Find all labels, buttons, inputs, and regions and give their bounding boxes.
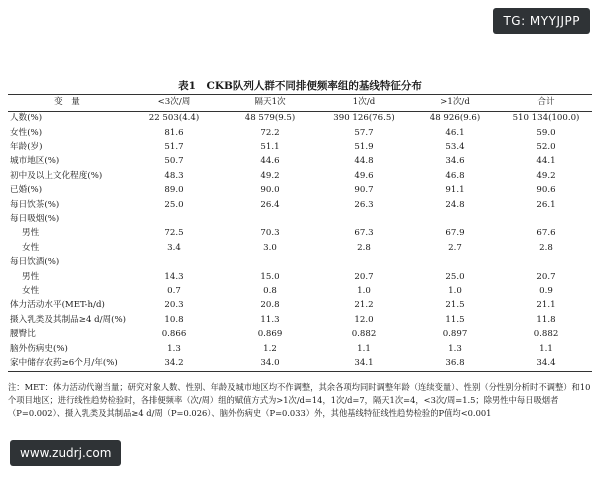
row-label: 女性(%) [10, 127, 43, 138]
table-cell [500, 256, 592, 270]
table-cell: 90.6 [536, 185, 556, 196]
table-cell: 46.1 [445, 127, 465, 138]
table-cell: 0.866 [161, 329, 187, 340]
row-label: 体力活动水平(MET-h/d) [10, 300, 105, 311]
table-cell: 20.8 [260, 300, 280, 311]
header-every-other-day: 隔天1次 [222, 95, 318, 112]
table-cell: 51.9 [354, 142, 374, 153]
header-total: 合计 [500, 95, 592, 112]
header-lt3-per-week: <3次/周 [126, 95, 222, 112]
table-cell: 20.3 [164, 300, 184, 311]
table-cell: 49.6 [354, 170, 374, 181]
table-cell: 26.4 [260, 199, 280, 210]
table-row [8, 141, 592, 155]
table-cell: 67.3 [354, 228, 374, 239]
table-header-row [8, 95, 592, 112]
table-cell [318, 213, 410, 227]
table-cell: 20.7 [536, 271, 556, 282]
table-cell: 90.7 [354, 185, 374, 196]
table-cell: 1.0 [448, 285, 462, 296]
table-cell: 0.882 [351, 329, 377, 340]
table-cell: 44.8 [354, 156, 374, 167]
table-cell: 26.1 [536, 199, 556, 210]
table-cell: 25.0 [164, 199, 184, 210]
table-cell: 11.8 [536, 314, 556, 325]
header-variable: 变 量 [8, 95, 126, 112]
table-row [8, 342, 592, 356]
table-cell: 0.897 [442, 329, 468, 340]
table-row [8, 170, 592, 184]
table-cell: 26.3 [354, 199, 374, 210]
table-cell: 72.5 [164, 228, 184, 239]
table-cell: 48 926(9.6) [429, 113, 481, 124]
row-label: 人数(%) [10, 113, 43, 124]
table-cell [222, 256, 318, 270]
table-cell [410, 256, 500, 270]
table-body [8, 112, 592, 372]
table-cell: 49.2 [536, 170, 556, 181]
header-gt1-daily: >1次/d [410, 95, 500, 112]
table-row [8, 357, 592, 372]
table-cell: 21.2 [354, 300, 374, 311]
table-row [8, 285, 592, 299]
table-cell: 34.6 [445, 156, 465, 167]
table-cell [318, 256, 410, 270]
table-title: 表1 CKB队列人群不同排便频率组的基线特征分布 [178, 80, 422, 92]
table-cell: 44.1 [536, 156, 556, 167]
row-label: 城市地区(%) [10, 156, 60, 167]
row-label: 摄入乳类及其制品≥4 d/周(%) [10, 314, 127, 325]
table-cell: 0.9 [539, 285, 553, 296]
table-cell: 90.0 [260, 185, 280, 196]
table-cell: 50.7 [164, 156, 184, 167]
table-cell: 1.1 [357, 343, 371, 354]
table-cell: 53.4 [445, 142, 465, 153]
table-cell: 67.6 [536, 228, 556, 239]
table-cell: 81.6 [164, 127, 184, 138]
table-row [8, 270, 592, 284]
table-row [8, 198, 592, 212]
table-cell: 21.5 [445, 300, 465, 311]
table-cell: 34.4 [500, 357, 592, 372]
table-cell: 67.9 [445, 228, 465, 239]
table-cell: 1.2 [263, 343, 277, 354]
table-cell: 51.1 [260, 142, 280, 153]
table-cell [126, 213, 222, 227]
row-label: 男性 [22, 271, 40, 282]
table-cell: 22 503(4.4) [148, 113, 200, 124]
table-row [8, 184, 592, 198]
row-label: 家中储存农药≥6个月/年(%) [8, 357, 126, 372]
table-cell: 11.5 [445, 314, 465, 325]
table-cell: 59.0 [536, 127, 556, 138]
table-cell: 2.7 [448, 242, 462, 253]
table-cell: 34.1 [318, 357, 410, 372]
row-label: 女性 [22, 285, 40, 296]
table-cell: 0.7 [167, 285, 181, 296]
table-cell: 0.882 [533, 329, 559, 340]
table-row [8, 242, 592, 256]
table-cell: 44.6 [260, 156, 280, 167]
baseline-characteristics-table [8, 94, 592, 372]
table-cell: 72.2 [260, 127, 280, 138]
table-cell: 11.3 [260, 314, 280, 325]
table-cell: 49.2 [260, 170, 280, 181]
table-cell: 24.8 [445, 199, 465, 210]
table-cell: 1.1 [539, 343, 553, 354]
table-cell: 1.3 [167, 343, 181, 354]
table-cell: 48.3 [164, 170, 184, 181]
table-cell: 2.8 [357, 242, 371, 253]
table-cell: 3.4 [167, 242, 181, 253]
table-cell: 0.8 [263, 285, 277, 296]
row-label: 每日吸烟(%) [10, 213, 60, 224]
watermark-top: TG: MYYJJPP [493, 8, 590, 34]
table-cell: 36.8 [410, 357, 500, 372]
table-cell: 3.0 [263, 242, 277, 253]
table-row [8, 155, 592, 169]
baseline-table-container [8, 94, 592, 372]
row-label: 年龄(岁) [10, 142, 43, 153]
table-cell: 2.8 [539, 242, 553, 253]
table-footnote: 注：MET：体力活动代谢当量；研究对象人数、性别、年龄及城市地区均不作调整，其余各项均同时调整年龄（连续变量）、性别（分性别分析时不调整）和10个项目地区；进行线性趋势检验时，各排便频率（次/周）组的赋值方式为>1次/d=14，1次/d=7，隔天1次=4，<3次/周=1.5；除男性中每日吸烟者（P=0.002）、摄入乳类及其制品≥4 d/周（P=0.026）、脑外伤病史（P=0.033）外，其他基线特征线性趋势检验的P值均<0.001 [8, 382, 591, 418]
table-cell: 89.0 [164, 185, 184, 196]
table-cell: 25.0 [445, 271, 465, 282]
table-cell: 510 134(100.0) [512, 113, 580, 124]
table-cell [222, 213, 318, 227]
table-cell: 10.8 [164, 314, 184, 325]
row-label: 初中及以上文化程度(%) [10, 170, 103, 181]
table-cell: 21.1 [536, 300, 556, 311]
table-row [8, 313, 592, 327]
row-label: 已婚(%) [10, 185, 43, 196]
table-row [8, 328, 592, 342]
row-label: 女性 [22, 242, 40, 253]
table-cell: 57.7 [354, 127, 374, 138]
table-cell: 12.0 [354, 314, 374, 325]
table-cell: 34.2 [126, 357, 222, 372]
table-cell: 14.3 [164, 271, 184, 282]
row-label: 男性 [22, 228, 40, 239]
table-cell: 48 579(9.5) [244, 113, 296, 124]
table-cell [126, 256, 222, 270]
table-cell: 1.0 [357, 285, 371, 296]
table-cell: 390 126(76.5) [333, 113, 395, 124]
table-cell: 15.0 [260, 271, 280, 282]
header-once-daily: 1次/d [318, 95, 410, 112]
row-label: 脑外伤病史(%) [10, 343, 68, 354]
table-cell: 91.1 [445, 185, 465, 196]
table-row [8, 256, 592, 270]
table-row [8, 126, 592, 140]
table-cell: 46.8 [445, 170, 465, 181]
table-cell: 1.3 [448, 343, 462, 354]
table-row [8, 112, 592, 127]
table-cell: 0.869 [257, 329, 283, 340]
table-cell: 34.0 [222, 357, 318, 372]
table-cell: 20.7 [354, 271, 374, 282]
table-cell: 70.3 [260, 228, 280, 239]
table-cell [500, 213, 592, 227]
watermark-bottom: www.zudrj.com [10, 440, 121, 466]
row-label: 腰臀比 [10, 329, 36, 340]
table-cell: 52.0 [536, 142, 556, 153]
row-label: 每日饮茶(%) [10, 199, 60, 210]
table-row [8, 213, 592, 227]
table-cell: 51.7 [164, 142, 184, 153]
table-cell [410, 213, 500, 227]
row-label: 每日饮酒(%) [10, 257, 60, 268]
table-row [8, 227, 592, 241]
table-row [8, 299, 592, 313]
